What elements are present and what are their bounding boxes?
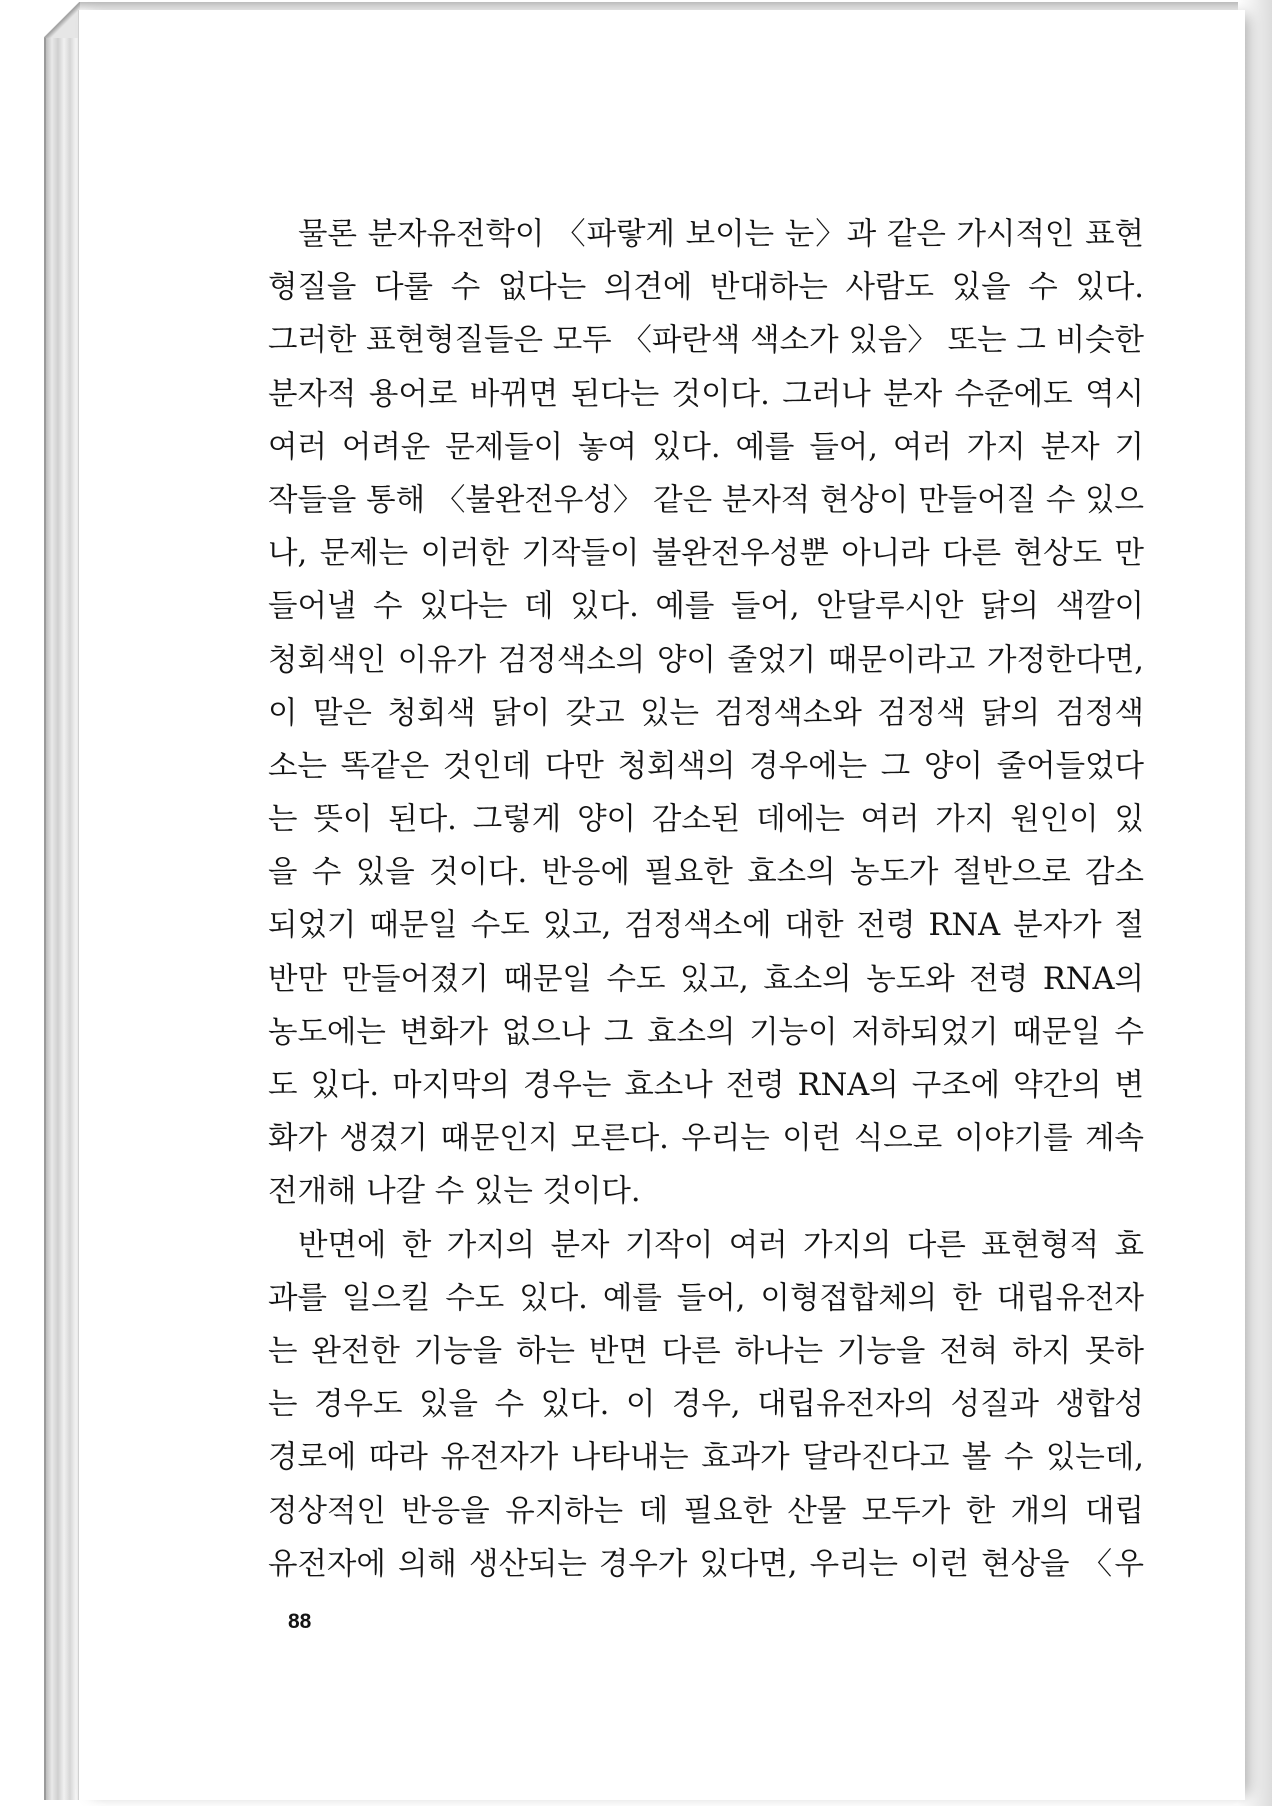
text-line: 도 있다. 마지막의 경우는 효소나 전령 RNA의 구조에 약간의 변 — [268, 1068, 1144, 1103]
text-line: 과를 일으킬 수도 있다. 예를 들어, 이형접합체의 한 대립유전자 — [268, 1280, 1144, 1316]
text-line: 이 말은 청회색 닭이 갖고 있는 검정색소와 검정색 닭의 검정색 — [268, 695, 1144, 731]
text-line: 화가 생겼기 때문인지 모른다. 우리는 이런 식으로 이야기를 계속 — [268, 1121, 1144, 1157]
text-line: 는 뜻이 된다. 그렇게 양이 감소된 데에는 여러 가지 원인이 있 — [268, 802, 1144, 838]
text-line: 청회색인 이유가 검정색소의 양이 줄었기 때문이라고 가정한다면, — [268, 642, 1144, 678]
text-line: 는 경우도 있을 수 있다. 이 경우, 대립유전자의 성질과 생합성 — [268, 1387, 1144, 1423]
text-line: 반면에 한 가지의 분자 기작이 여러 가지의 다른 표현형적 효 — [298, 1227, 1144, 1263]
text-line: 형질을 다룰 수 없다는 의견에 반대하는 사람도 있을 수 있다. — [268, 270, 1144, 306]
text-line: 반만 만들어졌기 때문일 수도 있고, 효소의 농도와 전령 RNA의 — [268, 961, 1144, 997]
text-line: 여러 어려운 문제들이 놓여 있다. 예를 들어, 여러 가지 분자 기 — [268, 429, 1144, 465]
book-page-edges — [44, 8, 80, 1800]
body-text — [268, 208, 1144, 1591]
page-corner-fold — [44, 2, 80, 38]
text-line: 농도에는 변화가 없으나 그 효소의 기능이 저하되었기 때문일 수 — [268, 1014, 1144, 1050]
text-line: 그러한 표현형질들은 모두 〈파란색 색소가 있음〉 또는 그 비슷한 — [268, 323, 1144, 359]
text-line: 정상적인 반응을 유지하는 데 필요한 산물 모두가 한 개의 대립 — [268, 1493, 1144, 1529]
text-line: 경로에 따라 유전자가 나타내는 효과가 달라진다고 볼 수 있는데, — [268, 1440, 1144, 1476]
text-line: 작들을 통해 〈불완전우성〉 같은 분자적 현상이 만들어질 수 있으 — [268, 482, 1144, 518]
page-number: 88 — [288, 1610, 312, 1633]
text-line: 분자적 용어로 바뀌면 된다는 것이다. 그러나 분자 수준에도 역시 — [268, 376, 1144, 412]
text-line: 소는 똑같은 것인데 다만 청회색의 경우에는 그 양이 줄어들었다 — [268, 748, 1144, 784]
book-top-edge — [44, 2, 1254, 10]
text-line: 물론 분자유전학이 〈파랗게 보이는 눈〉과 같은 가시적인 표현 — [298, 217, 1144, 252]
text-line: 나, 문제는 이러한 기작들이 불완전우성뿐 아니라 다른 현상도 만 — [268, 536, 1144, 572]
text-line: 전개해 나갈 수 있는 것이다. — [268, 1174, 641, 1210]
text-line: 들어낼 수 있다는 데 있다. 예를 들어, 안달루시안 닭의 색깔이 — [268, 589, 1144, 625]
text-line: 되었기 때문일 수도 있고, 검정색소에 대한 전령 RNA 분자가 절 — [268, 908, 1144, 944]
text-line: 유전자에 의해 생산되는 경우가 있다면, 우리는 이런 현상을 〈우 — [268, 1546, 1144, 1582]
text-line: 는 완전한 기능을 하는 반면 다른 하나는 기능을 전혀 하지 못하 — [268, 1333, 1144, 1369]
text-line: 을 수 있을 것이다. 반응에 필요한 효소의 농도가 절반으로 감소 — [268, 855, 1144, 891]
